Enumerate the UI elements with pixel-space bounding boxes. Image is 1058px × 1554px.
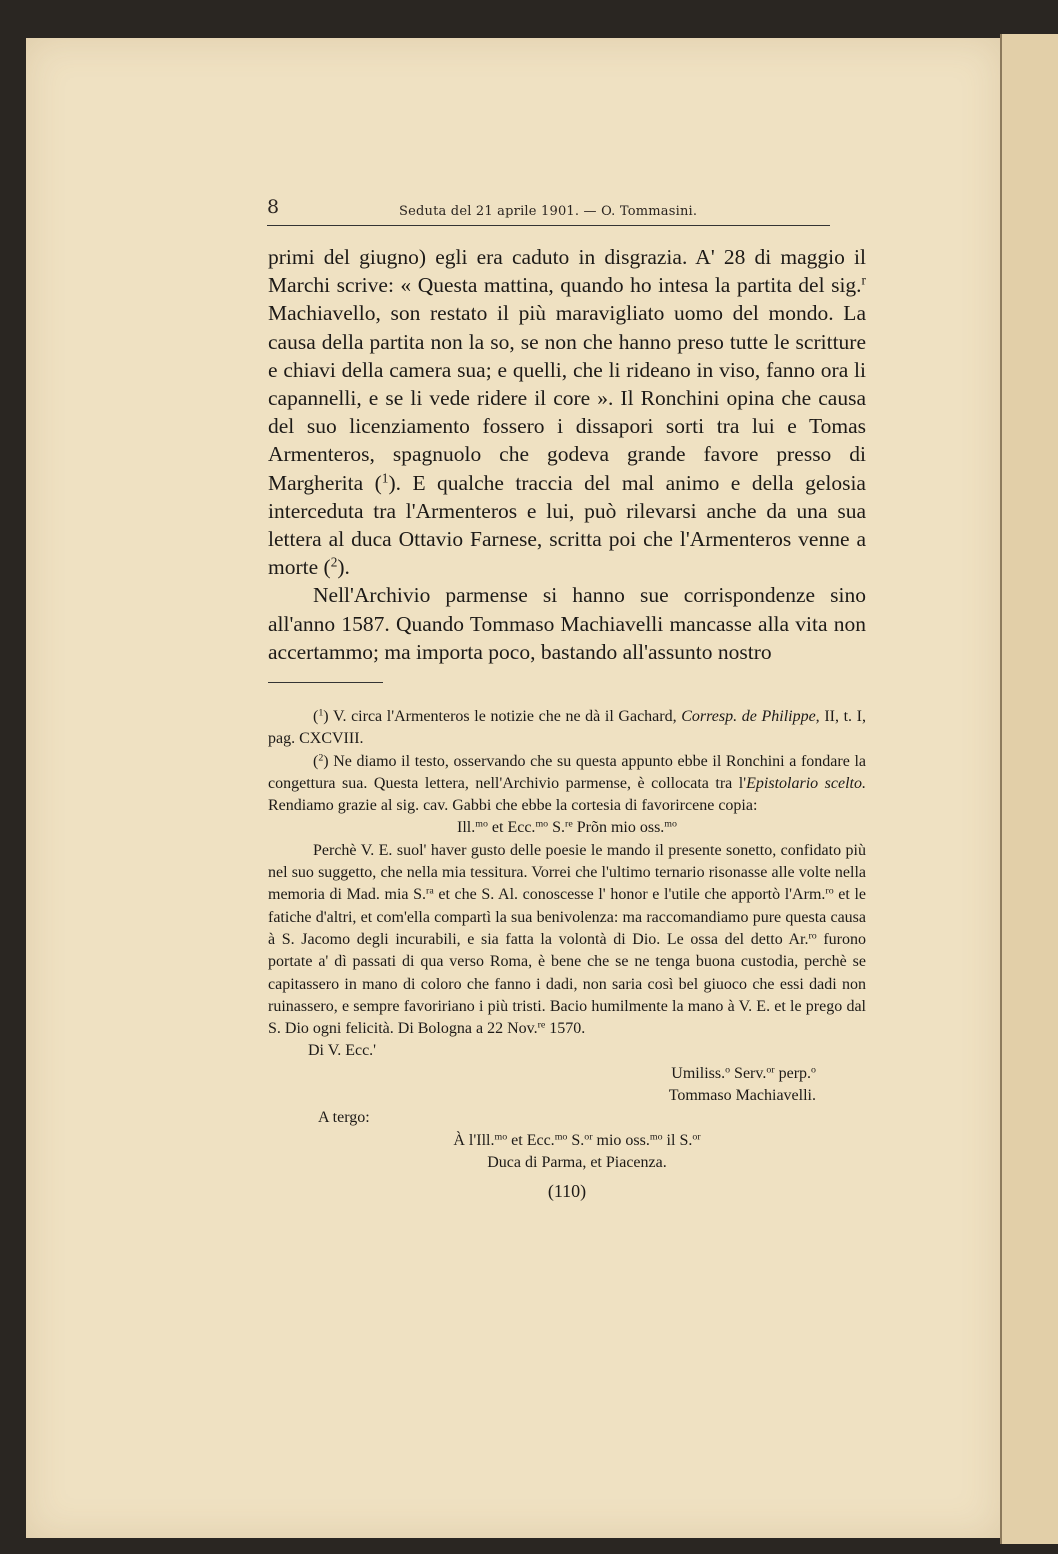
letter-signature — [268, 1063, 866, 1108]
footnote-ref-2[interactable]: 2 — [330, 554, 338, 570]
signature-name: Tommaso Machiavelli. — [668, 1087, 816, 1105]
main-text — [268, 243, 866, 666]
paragraph-2: Nell'Archivio parmense si hanno sue corrispondenze sino all'anno 1587. Quando Tommaso Machiavelli mancasse alla vita non accertammo; ma importa poco, bastando all'assunto nostro — [268, 583, 866, 664]
paragraph-1: primi del giugno) egli era caduto in disgrazia. A' 28 di maggio il Marchi scrive: « Questa mattina, quando ho intesa la partita del sig.$^r$ Machiavello, son restato il più maravigliato uomo del mondo. La causa della partita non la so, se non che hanno preso tutte le scritture e chiavi della camera sua; e quelli, che li rideano in viso, fanno ora li capannelli, e se li vede ridere il core ». Il Ronchini opina che causa del suo licenziamento fossero i dissapori sorti tra lui e Tomas Armenteros, spagnuolo che godeva grande favore presso di Margherita ($^1$). E qualche traccia del mal animo e della gelosia interceduta tra l'Armenteros e lui, può rilevarsi anche da una sua lettera al duca Ottavio Farnese, scritta poi che l'Armenteros venne a morte ($^2$). — [268, 245, 866, 580]
page-number: 8 — [267, 196, 280, 218]
letter-body: Perchè V. E. suol' haver gusto delle poesie le mando il presente sonetto, confidato più nel suo suggetto, che nella mia tessitura. Vorrei che l'ultimo ternario risonasse alle volte nella memoria di Mad. mia S.$^{ra}$ et che S. Al. conoscesse l' honor e l'utile che apportò l'Arm.$^{ro}$ et le fatiche d'altri, et com'ella compartì la sua benivolenza: ma raccomandiamo pure questa causa à S. Jacomo degli incurabili, e sia fatta la volontà di Dio. Le ossa del detto Ar.$^{ro}$ furono portate a' dì passati di qua verso Roma, è bene che se ne tenga buona custodia, perchè se capitassero in mano di coloro che fanno i dadi, non saria così bel giuoco che essi dadi non ruinassero, e sempre favoririano i più tristi. Bacio humilmente la mano à V. E. et le prego dal S. Dio ogni felicità. Di Bologna a 22 Nov.$^{re}$ 1570. — [268, 841, 867, 1038]
address-line-2: Duca di Parma, et Piacenza. — [487, 1153, 667, 1171]
running-title: Seduta del 21 aprile 1901. — O. Tommasini. — [399, 204, 698, 219]
letter-salutation: Ill.$^{mo}$ et Ecc.$^{mo}$ S.$^{re}$ Prõn mio oss.$^{mo}$ — [457, 819, 677, 837]
signature-title: Umiliss.$^o$ Serv.$^{or}$ perp.$^o$ — [671, 1064, 816, 1082]
address-line-1: À l'Ill.$^{mo}$ et Ecc.$^{mo}$ S.$^{or}$ mio oss.$^{mo}$ il S.$^{or}$ — [453, 1131, 701, 1149]
closing-di: Di V. Ecc.' — [308, 1042, 377, 1060]
a-tergo-label: A tergo: — [318, 1109, 370, 1127]
next-page-edge — [1000, 34, 1058, 1544]
footnotes — [268, 706, 866, 1203]
header-rule — [267, 225, 830, 226]
footnote-ref-1[interactable]: 1 — [381, 470, 389, 486]
letter-closing — [268, 1040, 866, 1062]
footnote-1: ($^1$) V. circa l'Armenteros le notizie che ne dà il Gachard, Corresp. de Philippe, II, t. I, pag. CXCVIII. — [268, 707, 867, 748]
running-header — [267, 196, 867, 226]
footnote-2: ($^2$) Ne diamo il testo, osservando che su questa appunto ebbe il Ronchini a fondare la congettura sua. Questa lettera, nell'Archivio parmense, è collocata tra l'Epistolario scelto. Rendiamo grazie al sig. cav. Gabbi che ebbe la cortesia di favorircene copia: — [268, 752, 866, 815]
catalog-number: (110) — [547, 1181, 587, 1202]
footnote-rule — [268, 682, 383, 683]
